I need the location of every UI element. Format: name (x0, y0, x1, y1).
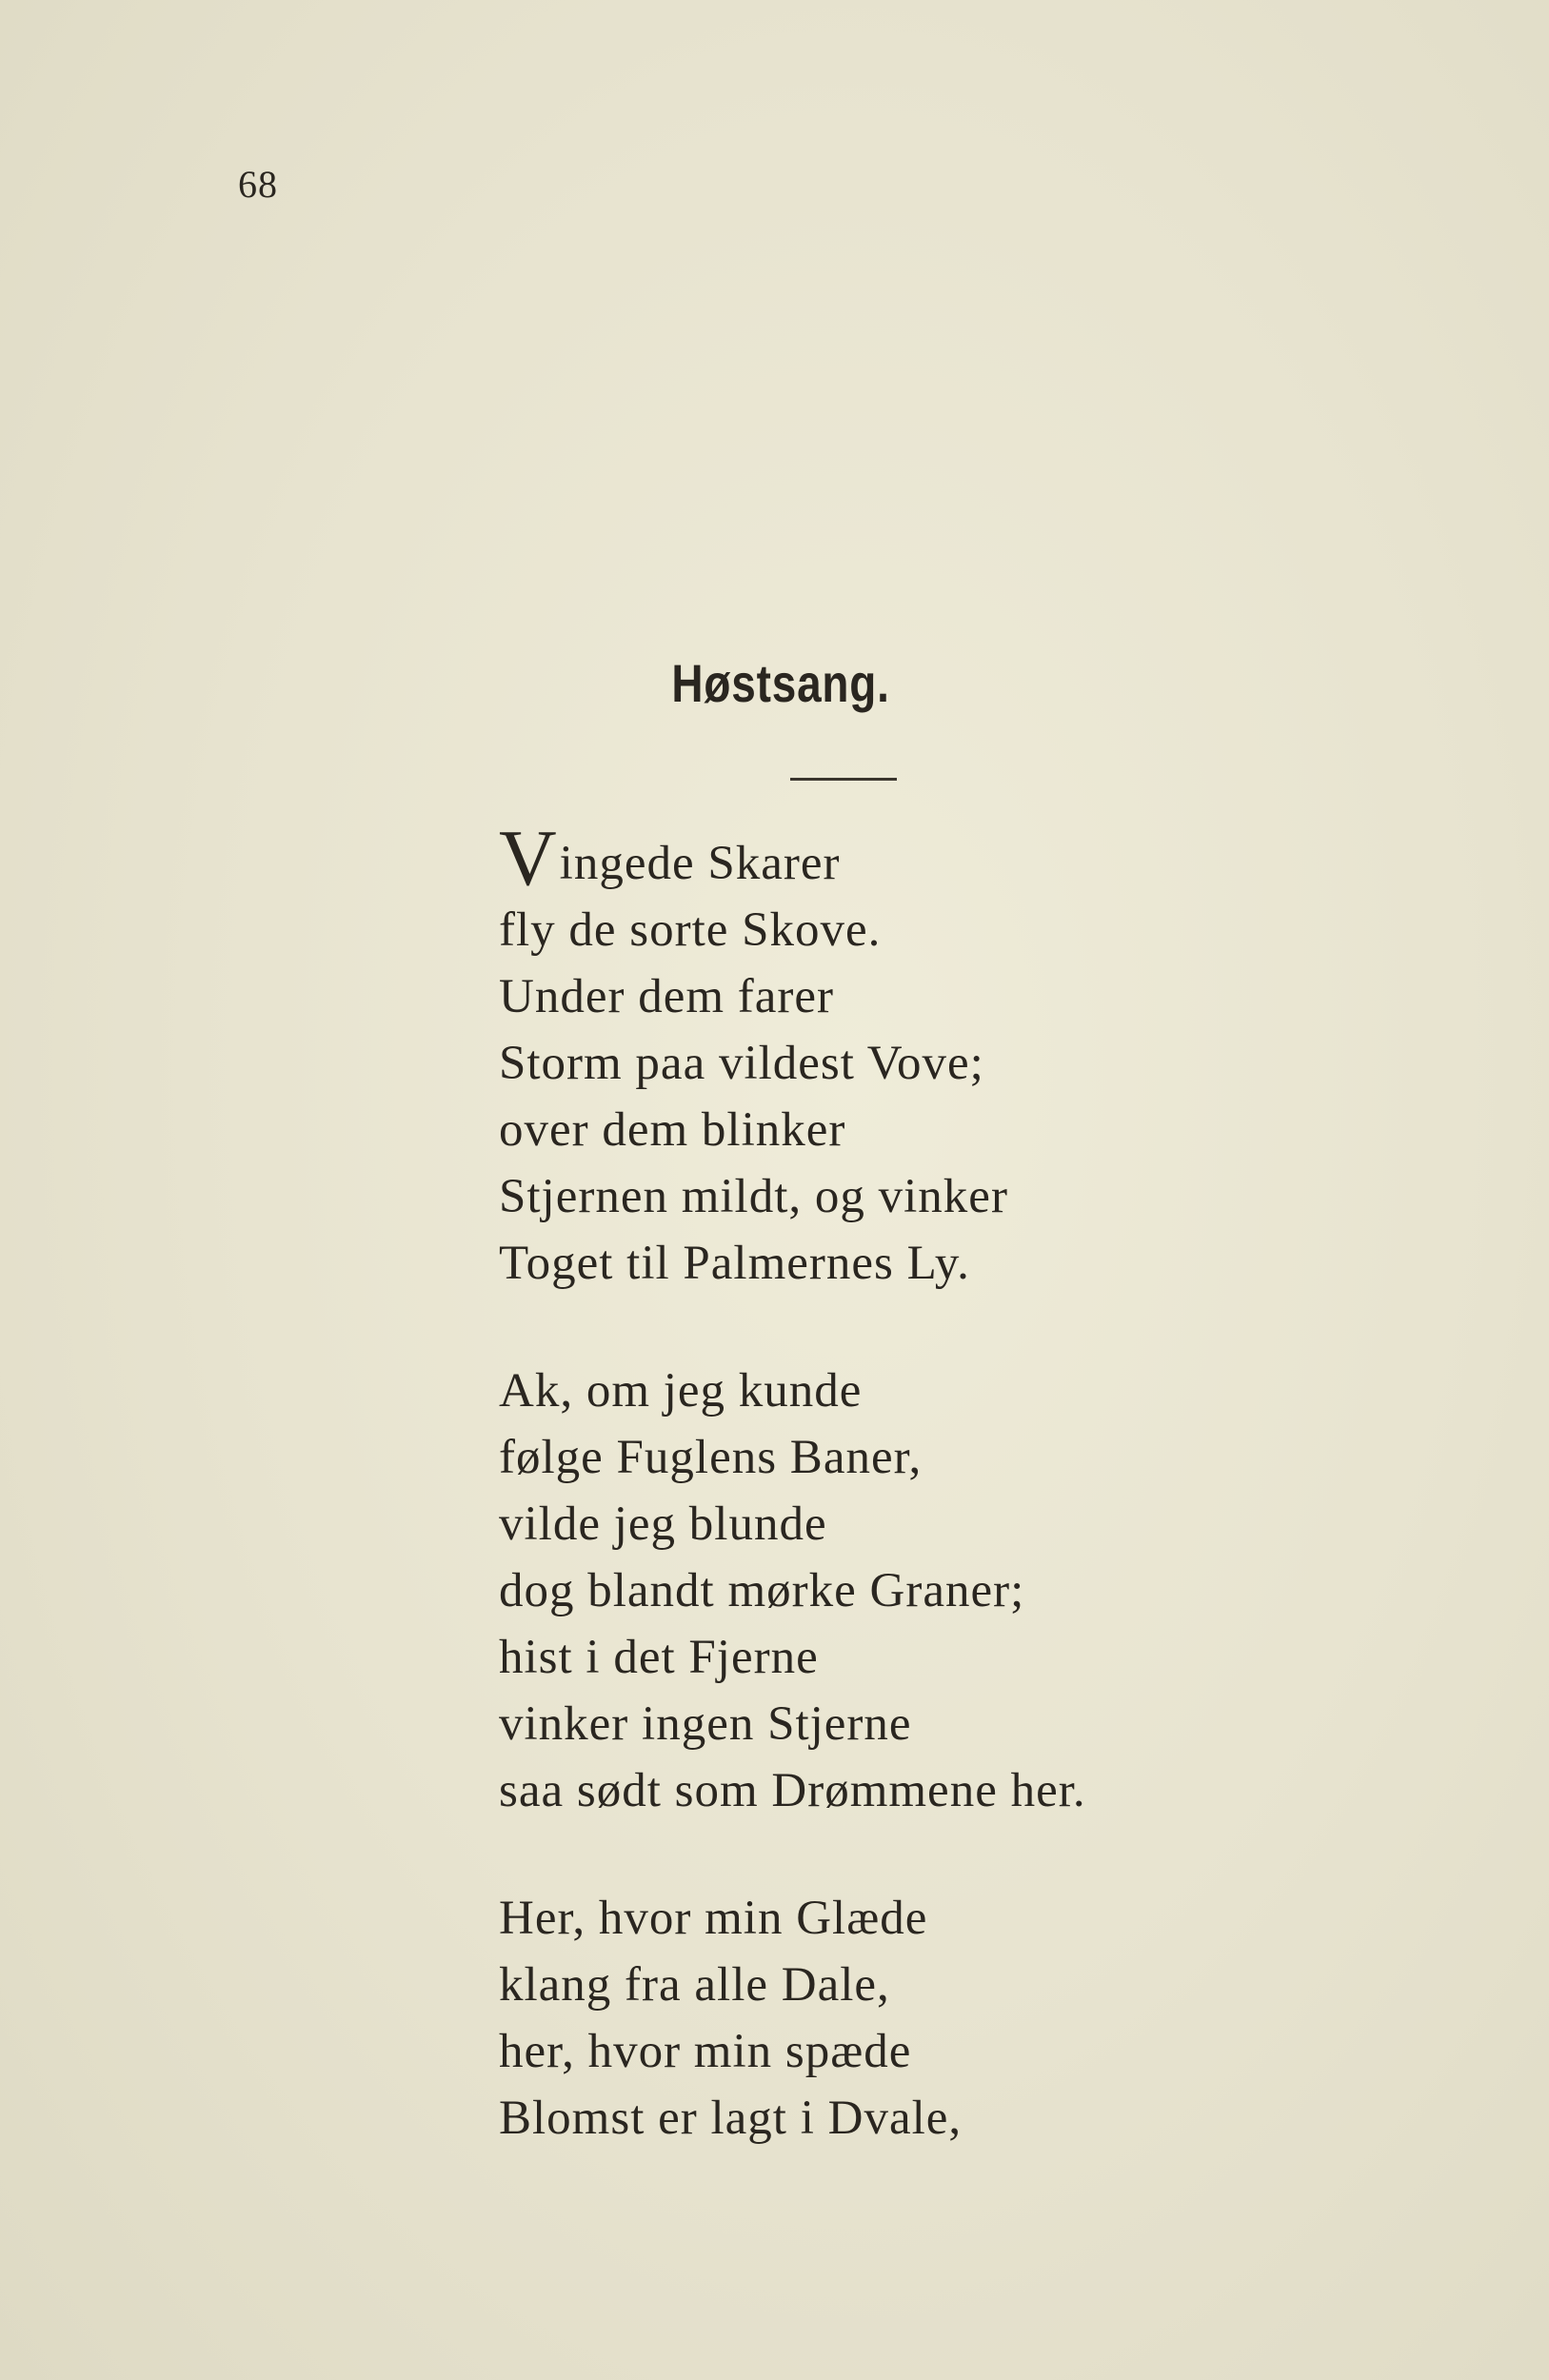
poem-line: hist i det Fjerne (499, 1631, 819, 1684)
page-number: 68 (238, 163, 278, 206)
poem-line: her, hvor min spæde (499, 2025, 912, 2078)
stanza-3 (499, 1885, 962, 2152)
poem-line: Ak, om jeg kunde (499, 1364, 863, 1418)
drop-cap: V (499, 814, 558, 902)
poem-line: dog blandt mørke Graner; (499, 1564, 1025, 1617)
poem-line: Her, hvor min Glæde (499, 1892, 928, 1945)
poem-line: Storm paa vildest Vove; (499, 1037, 984, 1090)
poem-line: saa sødt som Drømmene her. (499, 1764, 1086, 1817)
title-divider (790, 778, 897, 781)
poem-line: fly de sorte Skove. (499, 903, 882, 957)
poem-title: Høstsang. (671, 653, 890, 713)
poem-line (499, 814, 1008, 902)
poem-line: Toget til Palmernes Ly. (499, 1237, 970, 1290)
poem-line: følge Fuglens Baner, (499, 1431, 923, 1484)
poem-line: vinker ingen Stjerne (499, 1697, 912, 1751)
poem-line: Stjernen mildt, og vinker (499, 1170, 1008, 1223)
poem-line: klang fra alle Dale, (499, 1958, 890, 2012)
first-line-text: ingede Skarer (559, 837, 841, 890)
poem-line: over dem blinker (499, 1103, 846, 1157)
stanza-1 (499, 814, 1008, 1297)
stanza-2 (499, 1358, 1086, 1824)
poem-line: Blomst er lagt i Dvale, (499, 2092, 963, 2145)
poem-line: Under dem farer (499, 970, 834, 1023)
poem-line: vilde jeg blunde (499, 1497, 827, 1551)
